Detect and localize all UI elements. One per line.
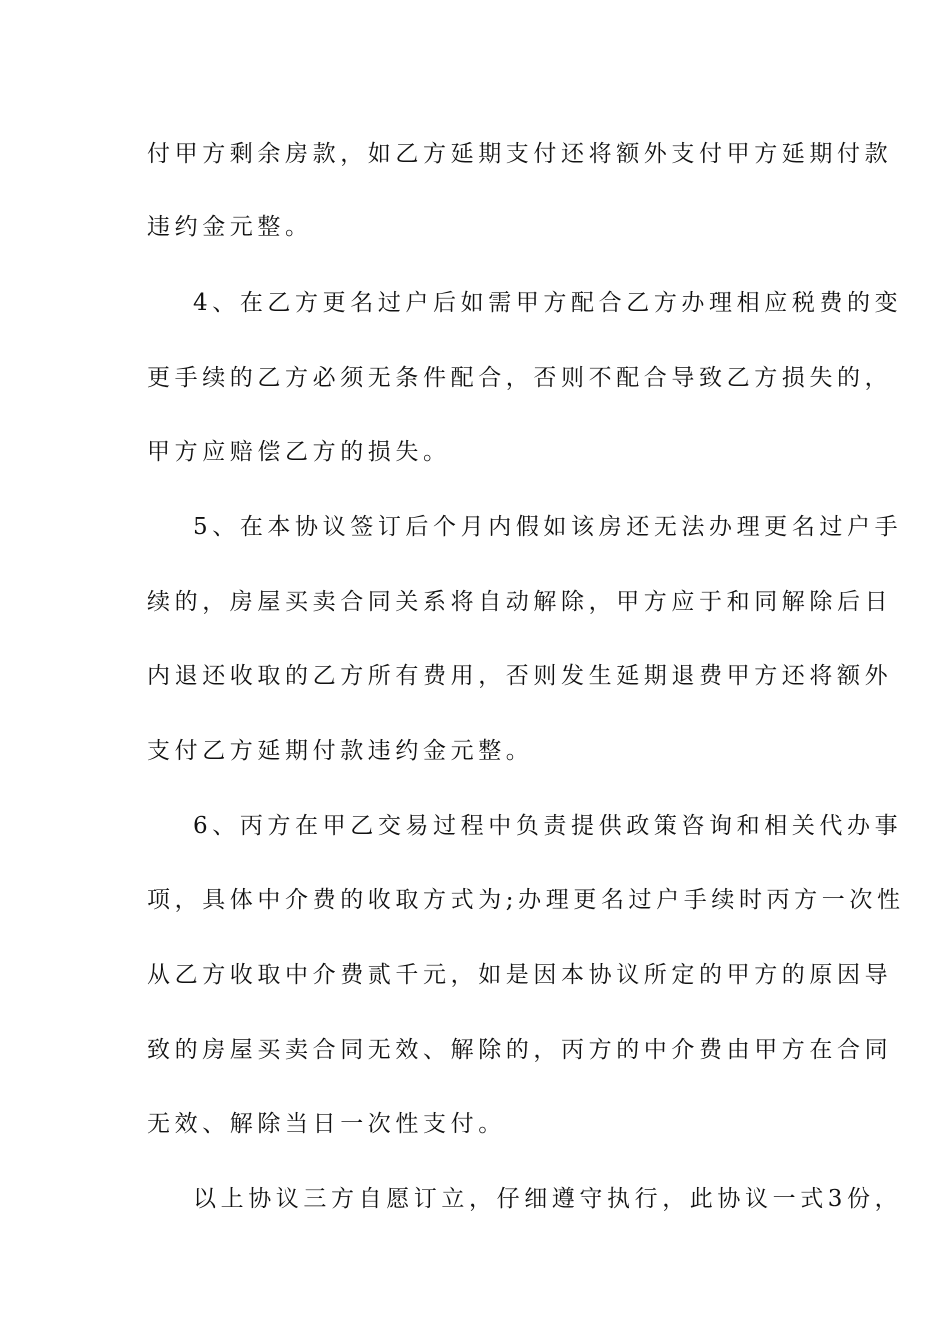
text-line: 续的，房屋买卖合同关系将自动解除，甲方应于和同解除后日 (147, 589, 893, 615)
text-line: 违约金元整。 (147, 214, 313, 240)
text-line: 无效、解除当日一次性支付。 (147, 1111, 506, 1137)
closing-paragraph-line: 以上协议三方自愿订立，仔细遵守执行，此协议一式3份， (193, 1186, 903, 1212)
paragraph-6-line: 6、丙方在甲乙交易过程中负责提供政策咨询和相关代办事 (193, 813, 903, 839)
text-line: 致的房屋买卖合同无效、解除的，丙方的中介费由甲方在合同 (147, 1037, 893, 1063)
text-line: 从乙方收取中介费贰千元，如是因本协议所定的甲方的原因导 (147, 962, 893, 988)
text-line: 内退还收取的乙方所有费用，否则发生延期退费甲方还将额外 (147, 663, 893, 689)
text-line: 项，具体中介费的收取方式为;办理更名过户手续时丙方一次性 (147, 887, 905, 913)
text-line: 付甲方剩余房款，如乙方延期支付还将额外支付甲方延期付款 (147, 141, 893, 167)
text-line: 支付乙方延期付款违约金元整。 (147, 738, 534, 764)
paragraph-5-line: 5、在本协议签订后个月内假如该房还无法办理更名过户手 (193, 514, 903, 540)
text-line: 甲方应赔偿乙方的损失。 (147, 439, 451, 465)
paragraph-4-line: 4、在乙方更名过户后如需甲方配合乙方办理相应税费的变 (193, 290, 903, 316)
text-line: 更手续的乙方必须无条件配合，否则不配合导致乙方损失的， (147, 365, 893, 391)
